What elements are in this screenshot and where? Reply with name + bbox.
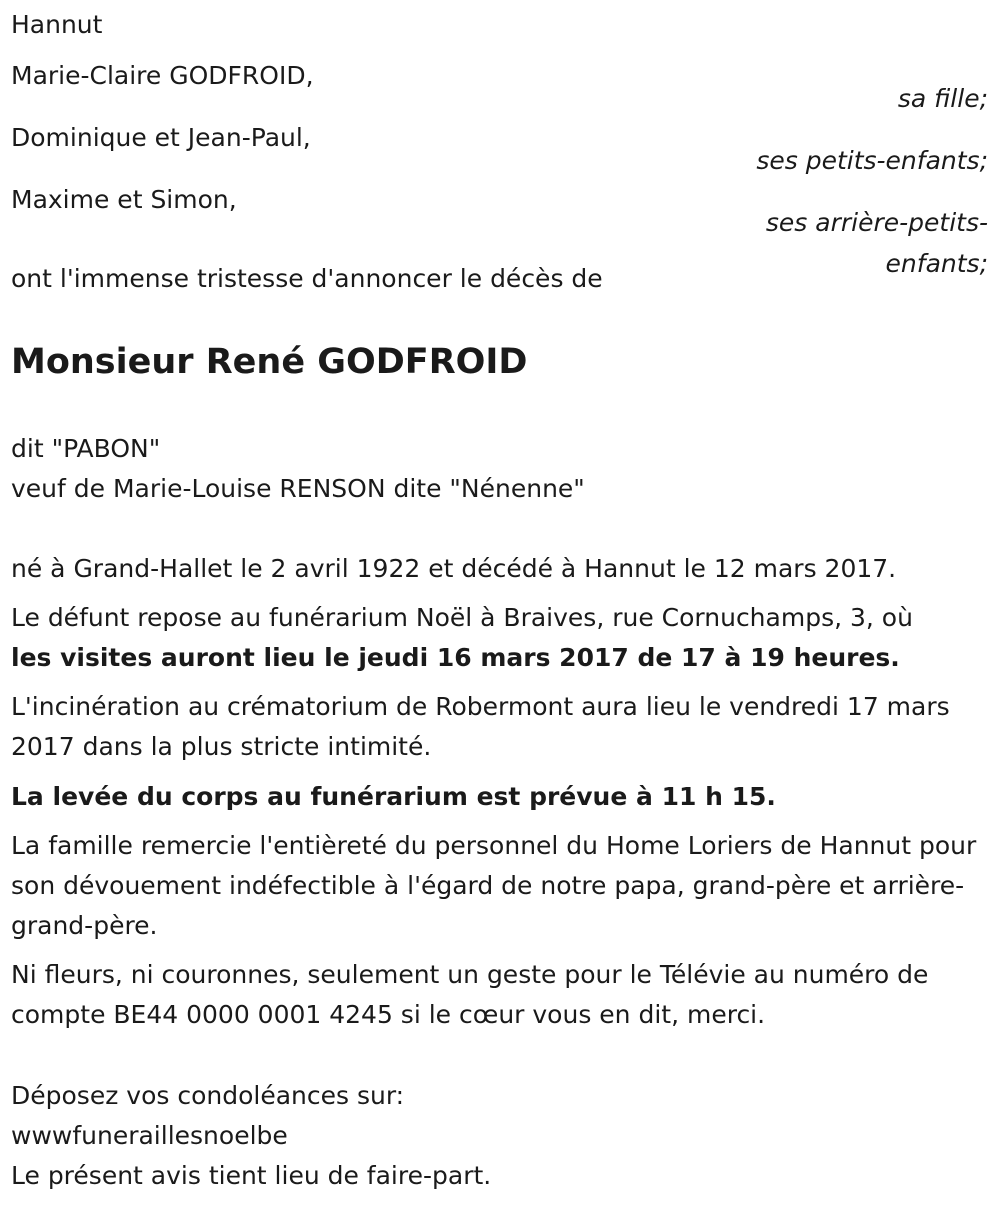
levee-info: La levée du corps au funérarium est prévue à 11 h 15.	[11, 782, 776, 811]
family-member-daughter: Marie-Claire GODFROID,	[11, 61, 314, 90]
flowers-text: Ni fleurs, ni couronnes, seulement un geste pour le Télévie au numéro de compte BE44 0000 0001 4245 si le cœur vous en dit, merci.	[11, 960, 929, 1029]
cremation-info: L'incinération au crématorium de Robermont aura lieu le vendredi 17 mars 2017 dans la plus stricte intimité.	[11, 692, 950, 761]
relation-daughter: sa fille;	[897, 84, 988, 113]
condolences-label: Déposez vos condoléances sur:	[11, 1081, 405, 1110]
deceased-name: Monsieur René GODFROID	[11, 342, 528, 382]
announcement-text: ont l'immense tristesse d'annoncer le décès de	[11, 264, 603, 293]
birth-death-info: né à Grand-Hallet le 2 avril 1922 et décédé à Hannut le 12 mars 2017.	[11, 554, 897, 583]
website-link[interactable]: wwwfuneraillesnoelbe	[11, 1121, 288, 1150]
notice-text: Le présent avis tient lieu de faire-part.	[11, 1161, 492, 1190]
thanks-text: La famille remercie l'entièreté du personnel du Home Loriers de Hannut pour son dévouement indéfectible à l'égard de notre papa, grand-père et arrière-grand-père.	[11, 831, 977, 940]
family-member-grandchildren: Dominique et Jean-Paul,	[11, 123, 311, 152]
family-member-great-grandchildren: Maxime et Simon,	[11, 185, 237, 214]
nickname: dit "PABON"	[11, 434, 161, 463]
relation-great-grandchildren-line2: enfants;	[885, 249, 988, 278]
relation-great-grandchildren-line1: ses arrière-petits-	[765, 208, 988, 237]
location: Hannut	[11, 10, 103, 39]
visits-info: les visites auront lieu le jeudi 16 mars 2017 de 17 à 19 heures.	[11, 643, 900, 672]
rest-location: Le défunt repose au funérarium Noël à Braives, rue Cornuchamps, 3, où	[11, 603, 913, 632]
relation-grandchildren: ses petits-enfants;	[756, 146, 988, 175]
widower-of: veuf de Marie-Louise RENSON dite "Nénenne"	[11, 474, 585, 503]
